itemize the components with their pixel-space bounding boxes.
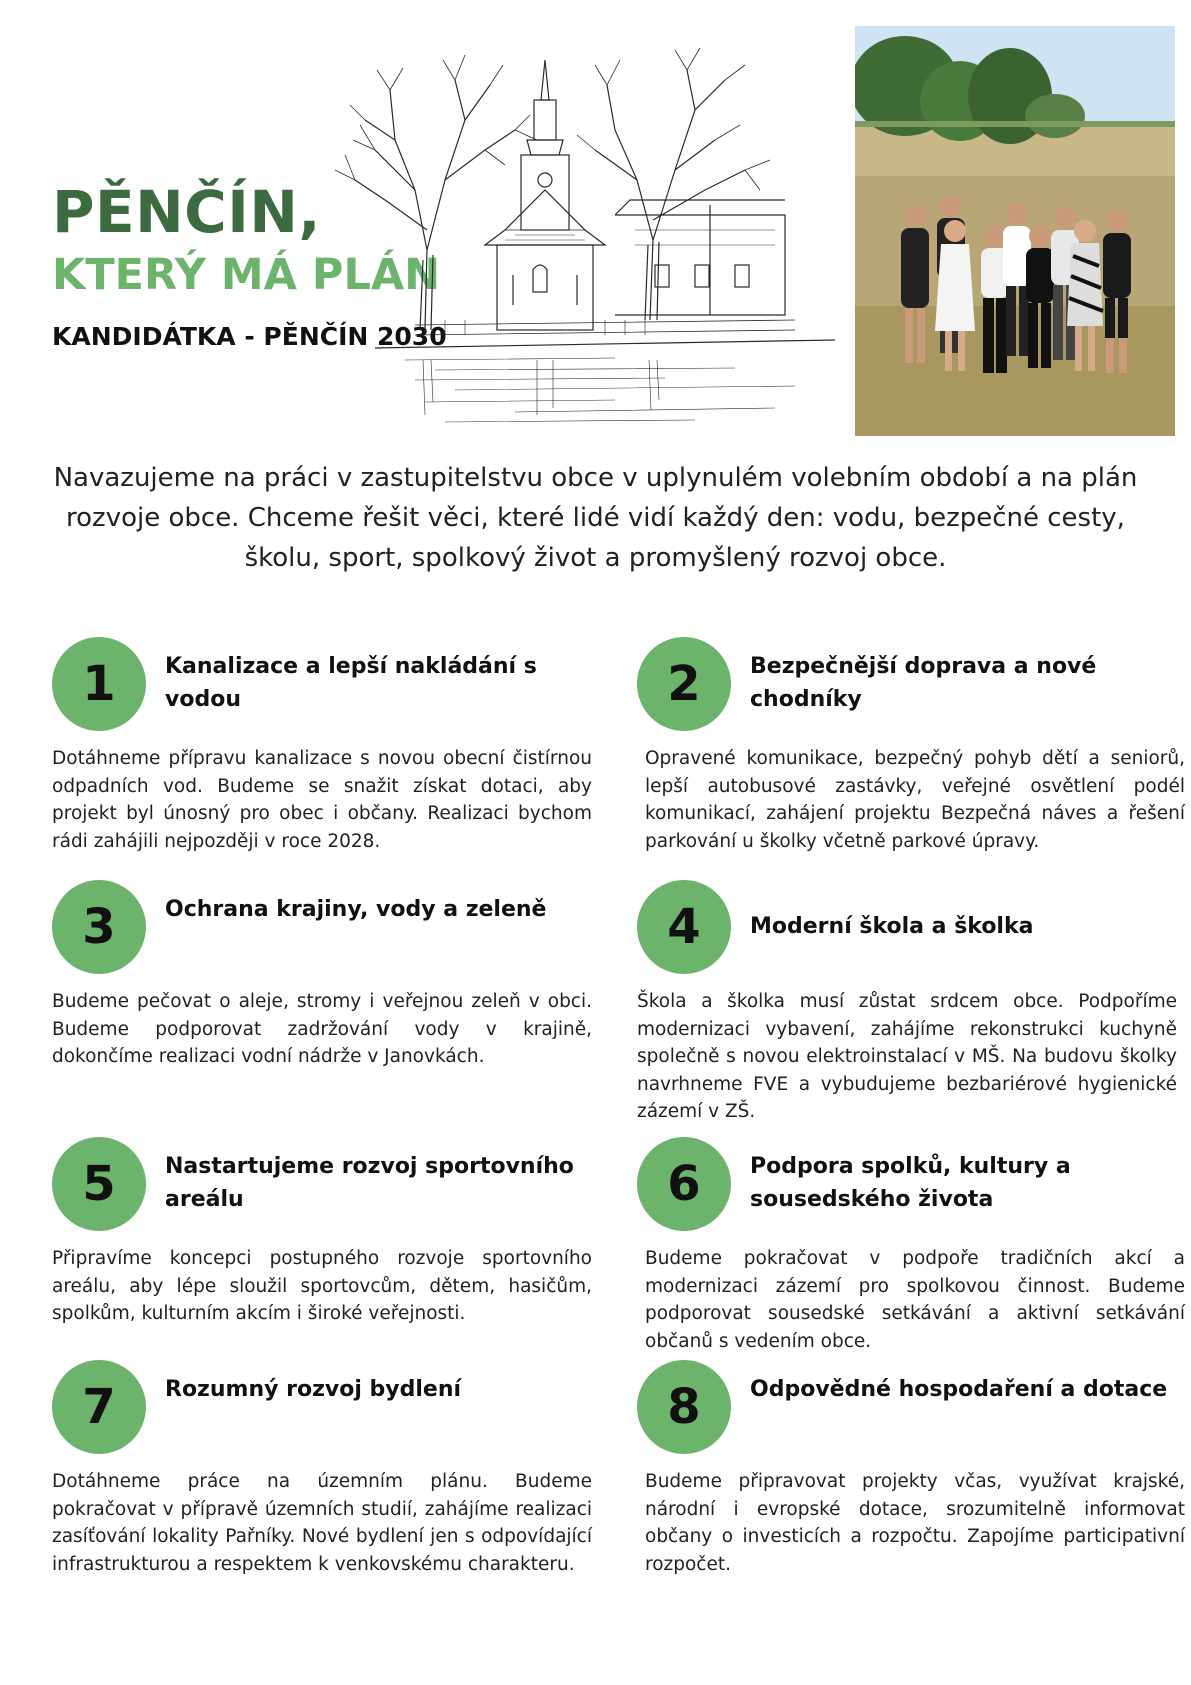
point-body: Budeme pečovat o aleje, stromy i veřejnou zeleň v obci. Budeme podporovat zadržování vody v krajině, dokončíme realizaci vodní nádrže v Janovkách. — [52, 991, 592, 1067]
point-number-badge: 4 — [637, 880, 731, 974]
point-body: Opravené komunikace, bezpečný pohyb dětí a seniorů, lepší autobusové zastávky, veřejné osvětlení podél komunikací, zahájení projektu Bezpečná náves a řešení parkování u školky včetně parkové úpravy. — [645, 748, 1185, 852]
point-title: Ochrana krajiny, vody a zeleně — [165, 897, 547, 922]
tagline: KANDIDÁTKA - PĚNČÍN 2030 — [52, 322, 447, 351]
team-group-photo — [855, 26, 1175, 436]
water-reflection-drawing — [405, 358, 795, 422]
point-number-badge: 5 — [52, 1137, 146, 1231]
left-tree-drawing — [335, 55, 537, 330]
right-tree-drawing — [577, 48, 770, 320]
point-number-badge: 2 — [637, 637, 731, 731]
point-title: Bezpečnější doprava a nové chodníky — [750, 654, 1097, 712]
point-body: Budeme pokračovat v podpoře tradičních akcí a modernizaci zázemí pro spolkovou činnost. Budeme podporovat sousedské setkávání a aktivní setkávání občanů s vedením obce. — [645, 1248, 1185, 1352]
point-title: Moderní škola a školka — [750, 914, 1034, 939]
point-title: Podpora spolků, kultury a sousedského života — [750, 1154, 1071, 1212]
point-title: Odpovědné hospodaření a dotace — [750, 1377, 1168, 1402]
point-body: Dotáhneme přípravu kanalizace s novou obecní čistírnou odpadních vod. Budeme se snažit získat dotaci, aby projekt byl únosný pro obec i občany. Realizaci bychom rádi zahájili nejpozději v roce 2028. — [52, 748, 592, 852]
point-number-badge: 8 — [637, 1360, 731, 1454]
church-sketch-illustration — [315, 30, 855, 440]
point-body: Připravíme koncepci postupného rozvoje sportovního areálu, aby lépe sloužil sportovcům, dětem, hasičům, spolkům, kulturním akcím i široké veřejnosti. — [52, 1248, 592, 1324]
point-title: Nastartujeme rozvoj sportovního areálu — [165, 1154, 574, 1212]
point-title: Kanalizace a lepší nakládání s vodou — [165, 654, 537, 712]
point-body: Dotáhneme práce na územním plánu. Budeme pokračovat v přípravě územních studií, zahájíme realizaci zasíťování lokality Pařníky. Nové bydlení jen s odpovídající infrastrukturou a respektem k venkovskému charakteru. — [52, 1471, 592, 1575]
point-number-badge: 1 — [52, 637, 146, 731]
intro-paragraph: Navazujeme na práci v zastupitelstvu obce v uplynulém volebním období a na plán rozvoje obce. Chceme řešit věci, které lidé vidí každý den: vodu, bezpečné cesty, školu, sport, spolkový život a promyšlený rozvoj obce. — [53, 463, 1138, 573]
point-title: Rozumný rozvoj bydlení — [165, 1377, 462, 1402]
church-tower-drawing — [485, 60, 605, 330]
point-number-badge: 6 — [637, 1137, 731, 1231]
building-drawing — [615, 200, 785, 315]
point-number-badge: 3 — [52, 880, 146, 974]
point-body: Budeme připravovat projekty včas, využívat krajské, národní i evropské dotace, srozumitelně informovat občany o investicích a rozpočtu. Zapojíme participativní rozpočet. — [645, 1471, 1185, 1575]
page-subtitle: KTERÝ MÁ PLÁN — [52, 250, 441, 300]
point-number-badge: 7 — [52, 1360, 146, 1454]
point-body: Škola a školka musí zůstat srdcem obce. Podpoříme modernizaci vybavení, zahájíme rekonstrukci kuchyně společně s novou elektroinstalací v MŠ. Na budovu školky navrhneme FVE a vybudujeme bezbariérové hygienické zázemí v ZŠ. — [637, 991, 1177, 1122]
page-title: PĚNČÍN, — [52, 178, 321, 246]
